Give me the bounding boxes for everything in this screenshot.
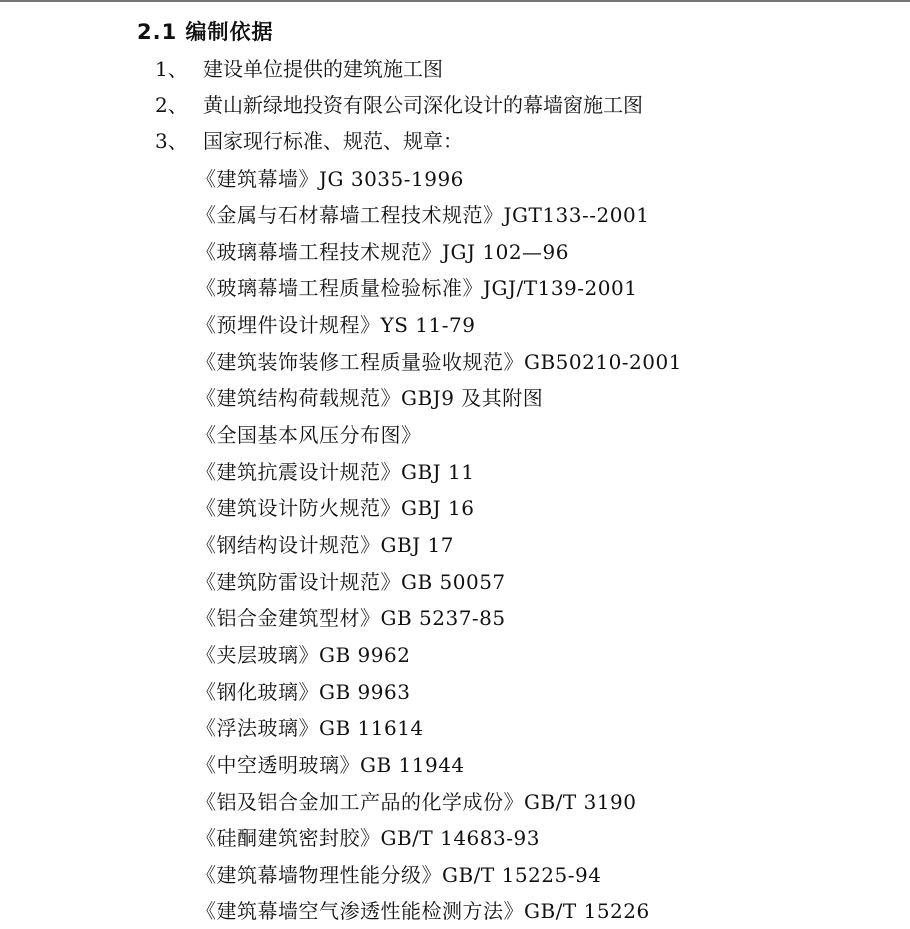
standard-item: 《建筑幕墙空气渗透性能检测方法》GB/T 15226: [196, 899, 650, 923]
standard-item: 《预埋件设计规程》YS 11-79: [196, 313, 476, 337]
numbered-item: [155, 123, 463, 159]
standard-item: 《全国基本风压分布图》: [196, 423, 422, 447]
standard-item: 《建筑抗震设计规范》GBJ 11: [196, 460, 475, 484]
standard-item: 《铝合金建筑型材》GB 5237-85: [196, 606, 506, 630]
standard-item: 《建筑幕墙物理性能分级》GB/T 15225-94: [196, 863, 602, 887]
standard-item: 《钢结构设计规范》GBJ 17: [196, 533, 454, 557]
numbered-item: [155, 51, 443, 87]
item-text: 国家现行标准、规范、规章：: [203, 129, 463, 153]
item-number: 2、: [155, 93, 188, 117]
standard-item: 《建筑幕墙》JG 3035-1996: [196, 167, 464, 191]
section-heading: 2.1 编制依据: [137, 20, 274, 44]
standard-item: 《玻璃幕墙工程质量检验标准》JGJ/T139-2001: [196, 276, 638, 300]
standard-item: 《浮法玻璃》GB 11614: [196, 716, 424, 740]
standard-item: 《钢化玻璃》GB 9963: [196, 680, 411, 704]
standard-item: 《建筑结构荷载规范》GBJ9 及其附图: [196, 386, 544, 410]
standard-item: 《玻璃幕墙工程技术规范》JGJ 102—96: [196, 240, 569, 264]
standard-item: 《夹层玻璃》GB 9962: [196, 643, 411, 667]
item-number: 3、: [155, 129, 188, 153]
standard-item: 《建筑装饰装修工程质量验收规范》GB50210-2001: [196, 350, 682, 374]
standard-item: 《建筑设计防火规范》GBJ 16: [196, 496, 475, 520]
standard-item: 《铝及铝合金加工产品的化学成份》GB/T 3190: [196, 790, 637, 814]
standard-item: 《建筑防雷设计规范》GB 50057: [196, 570, 506, 594]
item-text: 建设单位提供的建筑施工图: [203, 57, 443, 81]
standard-item: 《硅酮建筑密封胶》GB/T 14683-93: [196, 826, 540, 850]
item-number: 1、: [155, 57, 188, 81]
item-text: 黄山新绿地投资有限公司深化设计的幕墙窗施工图: [203, 93, 643, 117]
standard-item: 《中空透明玻璃》GB 11944: [196, 753, 465, 777]
numbered-item: [155, 87, 643, 123]
standard-item: 《金属与石材幕墙工程技术规范》JGT133--2001: [196, 203, 650, 227]
